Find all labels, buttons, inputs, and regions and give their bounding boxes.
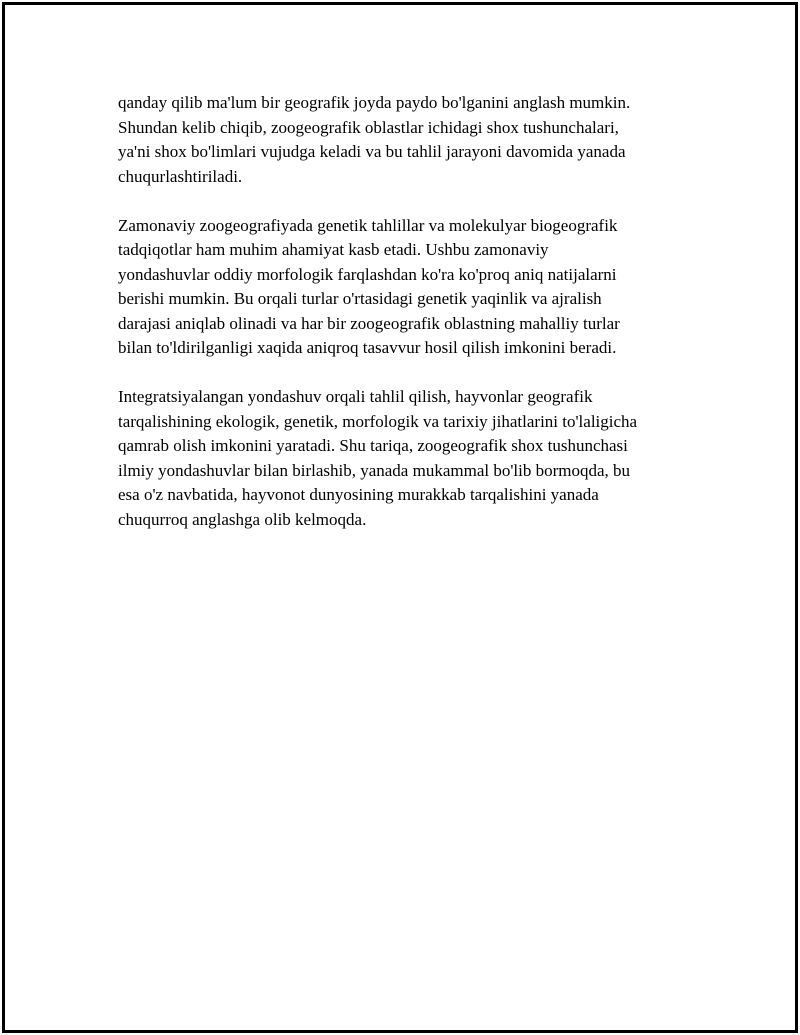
paragraph-3 <box>118 385 698 532</box>
document-body <box>118 91 698 557</box>
paragraph-line: bilan to'ldirilganligi xaqida aniqroq tasavvur hosil qilish imkonini beradi. <box>118 338 617 357</box>
paragraph-line: Zamonaviy zoogeografiyada genetik tahlillar va molekulyar biogeografik <box>118 215 618 235</box>
paragraph-line: berishi mumkin. Bu orqali turlar o'rtasidagi genetik yaqinlik va ajralish <box>118 289 602 308</box>
paragraph-line: ilmiy yondashuvlar bilan birlashib, yanada mukammal bo'lib bormoqda, bu <box>118 460 631 480</box>
paragraph-line: darajasi aniqlab olinadi va har bir zoogeografik oblastning mahalliy turlar <box>118 313 620 333</box>
paragraph-1 <box>118 91 698 189</box>
paragraph-line: tarqalishining ekologik, genetik, morfologik va tarixiy jihatlarini to'laligicha <box>118 411 638 431</box>
paragraph-line: chuqurlashtiriladi. <box>118 166 243 186</box>
paragraph-line: ya'ni shox bo'limlari vujudga keladi va bu tahlil jarayoni davomida yanada <box>118 142 626 161</box>
paragraph-line: esa o'z navbatida, hayvonot dunyosining murakkab tarqalishini yanada <box>118 485 599 504</box>
paragraph-line: tadqiqotlar ham muhim ahamiyat kasb etadi. Ushbu zamonaviy <box>118 240 549 259</box>
paragraph-line: yondashuvlar oddiy morfologik farqlashdan ko'ra ko'proq aniq natijalarni <box>118 264 617 284</box>
paragraph-line: qanday qilib ma'lum bir geografik joyda paydo bo'lganini anglash mumkin. <box>118 93 631 112</box>
paragraph-2 <box>118 214 698 361</box>
paragraph-line: Shundan kelib chiqib, zoogeografik oblastlar ichidagi shox tushunchalari, <box>118 117 619 137</box>
paragraph-line: chuqurroq anglashga olib kelmoqda. <box>118 509 367 529</box>
paragraph-line: Integratsiyalangan yondashuv orqali tahlil qilish, hayvonlar geografik <box>118 387 593 406</box>
paragraph-line: qamrab olish imkonini yaratadi. Shu tariqa, zoogeografik shox tushunchasi <box>118 436 628 455</box>
